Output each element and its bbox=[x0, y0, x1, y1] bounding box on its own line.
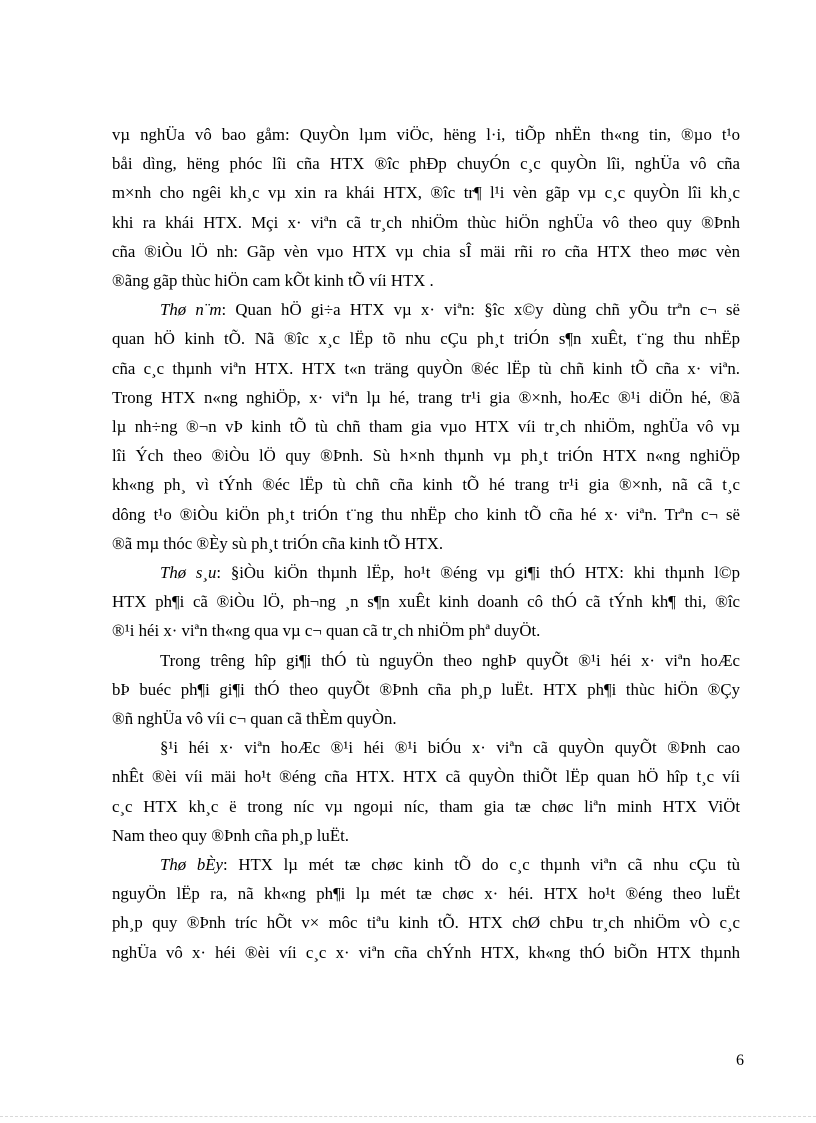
text-line: Trong HTX n«ng nghiÖp, x· viªn lµ hé, trang tr¹i gia ®×nh, hoÆc ®¹i diÖn hé, ®ã bbox=[112, 387, 740, 407]
text-run: : §iÒu kiÖn thµnh lËp, ho¹t ®éng vµ gi¶i thÓ HTX: khi thµnh l©p bbox=[216, 563, 740, 583]
text-line: lµ nh÷ng ®¬n vÞ kinh tÕ tù chñ tham gia vµo HTX víi tr¸ch nhiÖm, nghÜa vô vµ bbox=[112, 417, 740, 437]
text-line: Trong trêng hîp gi¶i thÓ tù nguyÖn theo nghÞ quyÕt ®¹i héi x· viªn hoÆc bbox=[160, 650, 740, 670]
body-text bbox=[112, 120, 740, 967]
text-line: nghÜa vô x· héi ®èi víi c¸c x· viªn cña chÝnh HTX, kh«ng thÓ biÕn HTX thµnh bbox=[112, 942, 740, 962]
text-line: ®ã mµ thóc ®Èy sù ph¸t triÓn cña kinh tÕ HTX. bbox=[112, 533, 444, 553]
paragraph bbox=[112, 733, 740, 850]
text-line bbox=[112, 295, 740, 324]
text-line: ph¸p quy ®Þnh tríc hÕt v× môc tiªu kinh tÕ. HTX chØ chÞu tr¸ch nhiÖm vÒ c¸c bbox=[112, 913, 740, 933]
text-line: cña c¸c thµnh viªn HTX. HTX t«n träng quyÒn ®éc lËp tù chñ kinh tÕ cña x· viªn. bbox=[112, 358, 740, 378]
paragraph bbox=[112, 558, 740, 646]
italic-heading: Thø bÈy bbox=[160, 855, 223, 875]
text-line: ®ñ nghÜa vô víi c¬ quan cã thÈm quyÒn. bbox=[112, 709, 397, 729]
paragraph bbox=[112, 850, 740, 967]
paragraph bbox=[112, 295, 740, 558]
text-line: Nam theo quy ®Þnh cña ph¸p luËt. bbox=[112, 825, 349, 845]
text-line: ®¹i héi x· viªn th«ng qua vµ c¬ quan cã tr¸ch nhiÖm phª duyÖt. bbox=[112, 621, 541, 641]
italic-heading: Thø s¸u bbox=[160, 563, 217, 583]
text-line bbox=[112, 558, 740, 587]
page-bottom-divider bbox=[0, 1116, 816, 1117]
text-line: båi dìng, hëng phóc lîi cña HTX ®îc phÐp chuyÓn c¸c quyÒn lîi, nghÜa vô cña bbox=[112, 154, 740, 174]
text-line: §¹i héi x· viªn hoÆc ®¹i héi ®¹i biÓu x· viªn cã quyÒn quyÕt ®Þnh cao bbox=[160, 738, 740, 758]
text-line: m×nh cho ngêi kh¸c vµ xin ra khái HTX, ®îc tr¶ l¹i vèn gãp vµ c¸c quyÒn lîi kh¸c bbox=[112, 183, 740, 203]
page-number: 6 bbox=[736, 1052, 744, 1069]
text-run: : Quan hÖ gi÷a HTX vµ x· viªn: §îc x©y dùng chñ yÕu trªn c¬ së bbox=[221, 300, 740, 320]
text-line: c¸c HTX kh¸c ë trong níc vµ ngoµi níc, tham gia tæ chøc liªn minh HTX ViÖt bbox=[112, 796, 740, 816]
text-line bbox=[112, 850, 740, 879]
text-line: lîi Ých theo ®iÒu lÖ quy ®Þnh. Sù h×nh thµnh vµ ph¸t triÓn HTX n«ng nghiÖp bbox=[112, 446, 740, 466]
text-line: dông t¹o ®iÒu kiÖn ph¸t triÓn t¨ng thu nhËp cho kinh tÕ cña hé x· viªn. Trªn c¬ së bbox=[112, 504, 740, 524]
text-line: khi ra khái HTX. Mçi x· viªn cã tr¸ch nhiÖm thùc hiÖn nghÜa vô theo quy ®Þnh bbox=[112, 212, 740, 232]
text-line: ®ãng gãp thùc hiÖn cam kÕt kinh tÕ víi HTX . bbox=[112, 271, 434, 291]
text-line: nguyÖn lËp ra, nã kh«ng ph¶i lµ mét tæ chøc x· héi. HTX ho¹t ®éng theo luËt bbox=[112, 884, 740, 904]
text-line: quan hÖ kinh tÕ. Nã ®îc x¸c lËp tõ nhu cÇu ph¸t triÓn s¶n xuÊt, t¨ng thu nhËp bbox=[112, 329, 740, 349]
text-line: bÞ buéc ph¶i gi¶i thÓ theo quyÕt ®Þnh cña ph¸p luËt. HTX ph¶i thùc hiÖn ®Çy bbox=[112, 679, 740, 699]
text-line: cña ®iÒu lÖ nh: Gãp vèn vµo HTX vµ chia sÎ mäi rñi ro cña HTX theo møc vèn bbox=[112, 241, 740, 261]
text-run: : HTX lµ mét tæ chøc kinh tÕ do c¸c thµnh viªn cã nhu cÇu tù bbox=[222, 855, 740, 875]
italic-heading: Thø n¨m bbox=[160, 300, 222, 320]
text-line: vµ nghÜa vô bao gåm: QuyÒn lµm viÖc, hëng l·i, tiÕp nhËn th«ng tin, ®µo t¹o bbox=[112, 125, 740, 144]
paragraph bbox=[112, 120, 740, 295]
text-line: nhÊt ®èi víi mäi ho¹t ®éng cña HTX. HTX cã quyÒn thiÕt lËp quan hÖ hîp t¸c víi bbox=[112, 767, 740, 787]
text-line: kh«ng ph¸ vì tÝnh ®éc lËp tù chñ cña kinh tÕ hé trang tr¹i gia ®×nh, nã cã t¸c bbox=[112, 475, 740, 495]
paragraph bbox=[112, 646, 740, 734]
text-line: HTX ph¶i cã ®iÒu lÖ, ph¬ng ¸n s¶n xuÊt kinh doanh cô thÓ cã tÝnh kh¶ thi, ®îc bbox=[112, 592, 740, 612]
